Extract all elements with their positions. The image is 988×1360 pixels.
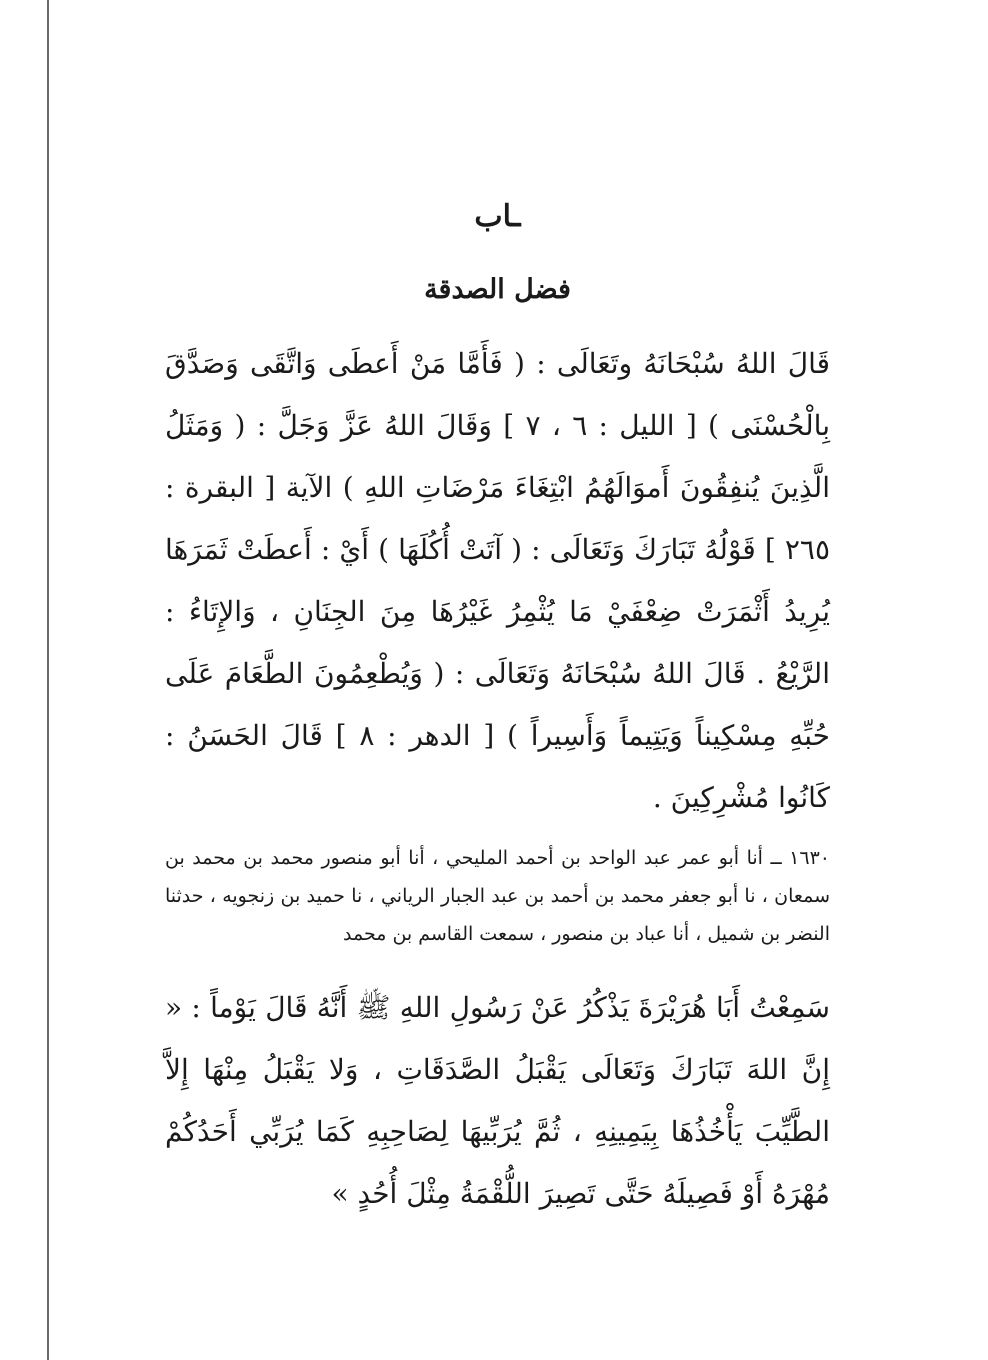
page-content (165, 195, 830, 1225)
main-text-block (165, 333, 830, 829)
hadith-paragraph: سَمِعْتُ أَبَا هُرَيْرَةَ يَذْكُرُ عَنْ رَسُولِ اللهِ ﷺ أَنَّهُ قَالَ يَوْماً : « إِنَّ اللهَ تَبَارَكَ وَتَعَالَى يَقْبَلُ الصَّدَقَاتِ ، وَلا يَقْبَلُ مِنْهَا إِلاَّ الطَّيِّبَ يَأْخُذُهَا بِيَمِينِهِ ، ثُمَّ يُرَبِّيهَا لِصَاحِبِهِ كَمَا يُرَبِّي أَحَدُكُمْ مُهْرَهُ أَوْ فَصِيلَهُ حَتَّى تَصِيرَ اللُّقْمَةُ مِثْلَ أُحُدٍ » (165, 991, 830, 1210)
chapter-label: ـاب (474, 199, 521, 234)
hadith-text-block (165, 977, 830, 1225)
section-title: فضل الصدقة (424, 274, 571, 305)
isnad-paragraph: ١٦٣٠ ــ أنا أبو عمر عبد الواحد بن أحمد المليحي ، أنا أبو منصور محمد بن محمد بن سمعان ، نا أبو جعفر محمد بن أحمد بن عبد الجبار الرياني ، نا حميد بن زنجويه ، حدثنا النضر بن شميل ، أنا عباد بن منصور ، سمعت القاسم بن محمد (165, 847, 830, 945)
page-margin-rule (47, 0, 49, 1360)
isnad-block (165, 839, 830, 953)
main-paragraph: قَالَ اللهُ سُبْحَانَهُ وتَعَالَى : ( فَأَمَّا مَنْ أَعطَى وَاتَّقَى وَصَدَّقَ بِالْحُسْنَى ) [ الليل : ٦ ، ٧ ] وَقَالَ اللهُ عَزَّ وَجَلَّ : ( وَمَثَلُ الَّذِينَ يُنفِقُونَ أَموَالَهُمُ ابْتِغَاءَ مَرْضَاتِ اللهِ ) الآية [ البقرة : ٢٦٥ ] قَوْلُهُ تَبَارَكَ وَتَعَالَى : ( آتَتْ أُكُلَهَا ) أَيْ : أَعطَتْ ثَمَرَهَا يُرِيدُ أَثْمَرَتْ ضِعْفَيْ مَا يُثْمِرُ غَيْرُهَا مِنَ الجِنَانِ ، وَالإِتَاءُ : الرَّيْعُ . قَالَ اللهُ سُبْحَانَهُ وَتَعَالَى : ( وَيُطْعِمُونَ الطَّعَامَ عَلَى حُبِّهِ مِسْكِيناً وَيَتِيماً وَأَسِيراً ) [ الدهر : ٨ ] قَالَ الحَسَنُ : كَانُوا مُشْرِكِينَ . (165, 347, 830, 814)
